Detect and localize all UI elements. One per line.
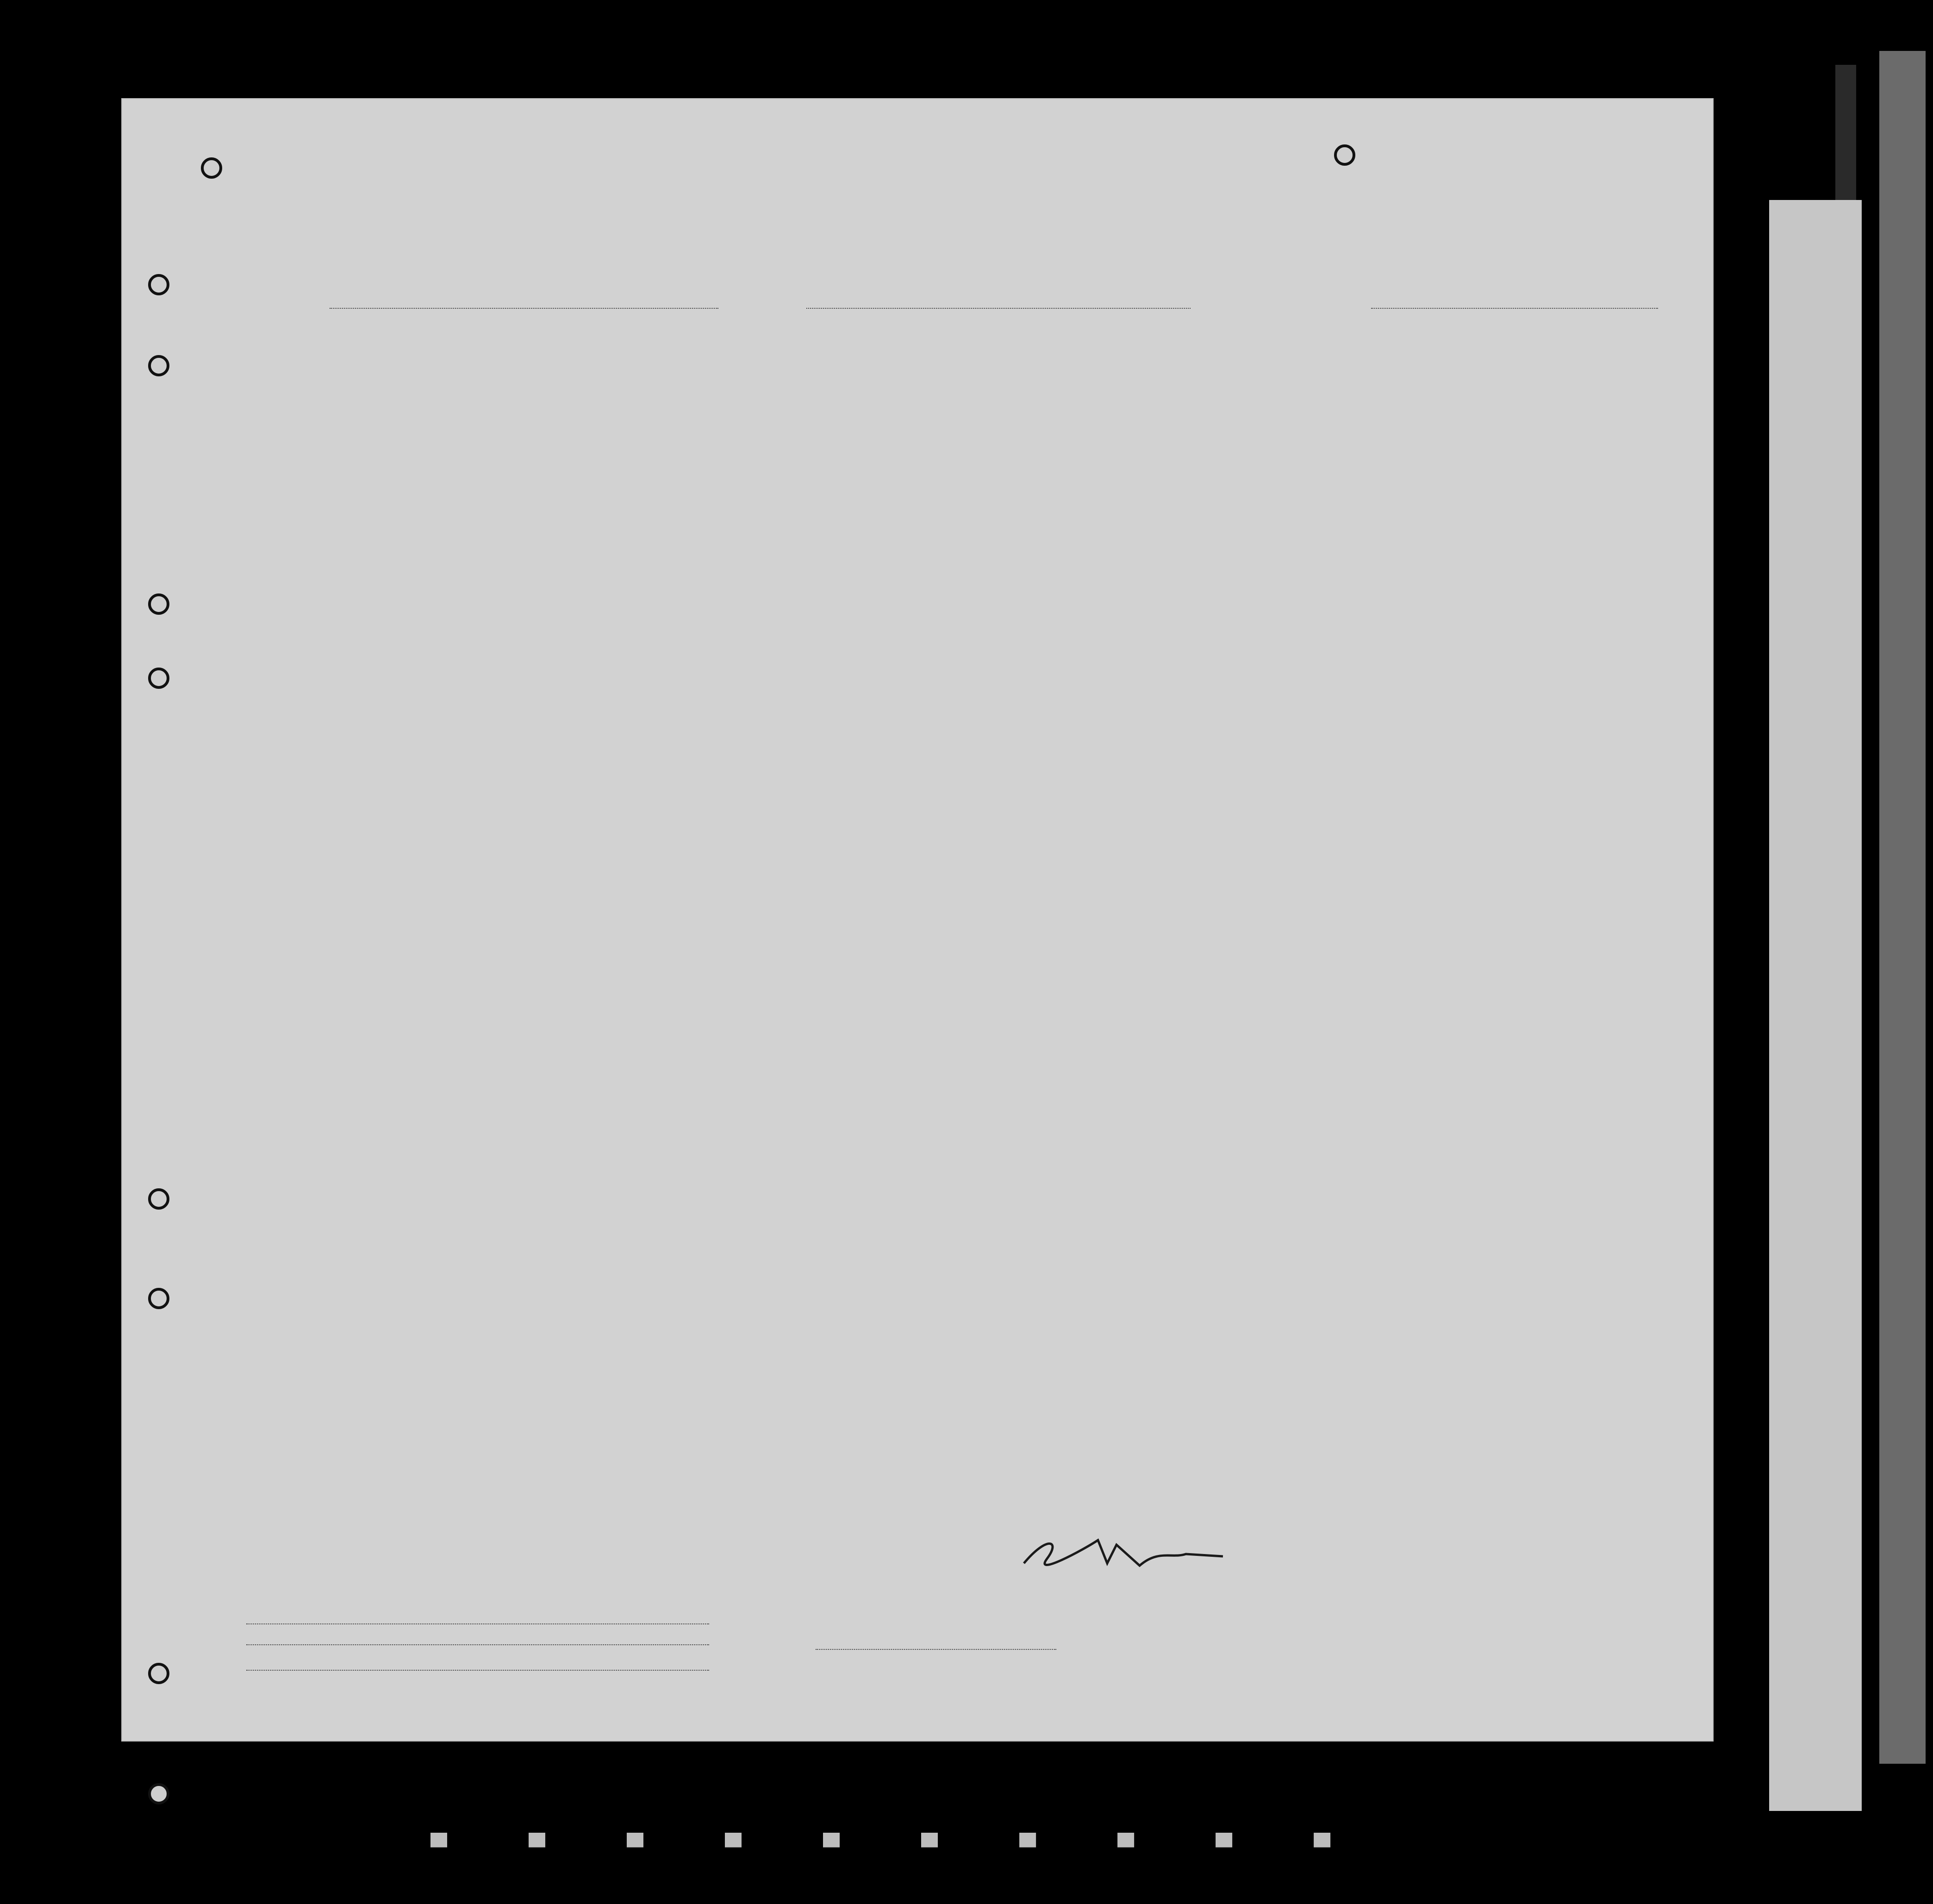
dotted-line (246, 1644, 709, 1645)
punch-hole-icon (148, 1288, 169, 1309)
vessel-row (121, 286, 1714, 313)
dotted-line (806, 308, 1191, 309)
crew-table (186, 339, 1714, 1612)
punch-hole-icon (148, 1188, 169, 1210)
punch-hole-icon (148, 668, 169, 689)
dotted-line (246, 1623, 709, 1624)
dotted-line (246, 1670, 709, 1671)
punch-hole-icon (201, 157, 222, 179)
sheet-tab-edge (1769, 200, 1862, 1811)
dotted-line (816, 1649, 1056, 1650)
manifest-sheet (121, 98, 1714, 1742)
punch-hole-icon (148, 1783, 169, 1804)
punch-hole-icon (148, 593, 169, 615)
punch-hole-icon (1334, 144, 1355, 166)
punch-hole-icon (148, 355, 169, 376)
dotted-line (1371, 308, 1658, 309)
dotted-line (330, 308, 718, 309)
page-edge (1879, 51, 1926, 1764)
punch-hole-icon (148, 1663, 169, 1684)
film-edge-marks: ▀ ▀ ▀ ▀ ▀ ▀ ▀ ▀ ▀ ▀ (430, 1833, 1363, 1865)
purser-signature-scribble (1019, 1531, 1232, 1573)
